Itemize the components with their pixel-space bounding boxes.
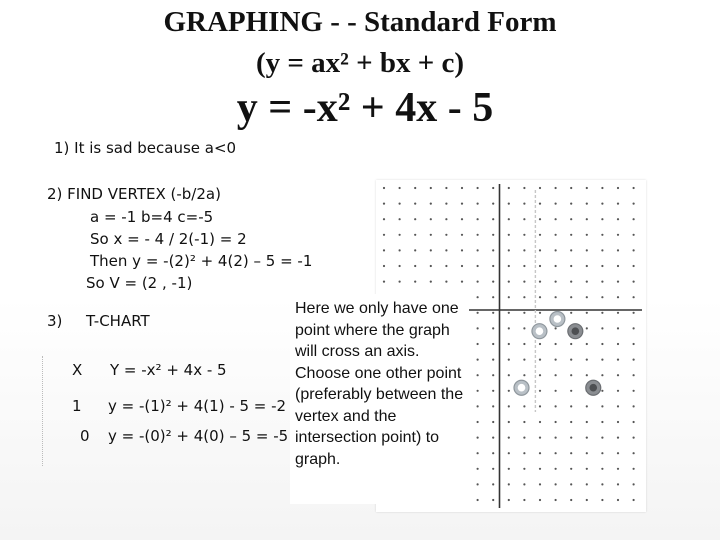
- grid-dot: [601, 281, 603, 283]
- grid-dot: [601, 312, 603, 314]
- grid-dot: [477, 343, 479, 345]
- grid-dot: [383, 218, 385, 220]
- grid-dot: [492, 296, 494, 298]
- grid-dot: [414, 203, 416, 205]
- grid-dot: [633, 468, 635, 470]
- grid-dot: [617, 483, 619, 485]
- grid-dot: [555, 468, 557, 470]
- grid-dot: [523, 218, 525, 220]
- grid-dot: [492, 452, 494, 454]
- grid-dot: [539, 265, 541, 267]
- grid-dot: [555, 452, 557, 454]
- grid-dot: [539, 468, 541, 470]
- grid-dot: [539, 452, 541, 454]
- grid-dot: [570, 249, 572, 251]
- grid-dot: [508, 452, 510, 454]
- grid-dot: [633, 405, 635, 407]
- grid-dot: [477, 312, 479, 314]
- grid-dot: [570, 437, 572, 439]
- grid-dot: [617, 499, 619, 501]
- grid-dot: [539, 405, 541, 407]
- grid-dot: [570, 452, 572, 454]
- grid-dot: [601, 468, 603, 470]
- grid-dot: [539, 437, 541, 439]
- grid-dot: [586, 374, 588, 376]
- grid-dot: [477, 437, 479, 439]
- grid-dot: [555, 390, 557, 392]
- grid-dot: [617, 234, 619, 236]
- grid-dot: [633, 452, 635, 454]
- grid-dot: [570, 359, 572, 361]
- grid-dot: [461, 187, 463, 189]
- grid-dot: [508, 187, 510, 189]
- grid-dot: [477, 327, 479, 329]
- grid-dot: [523, 327, 525, 329]
- grid-dot: [508, 296, 510, 298]
- grid-dot: [617, 281, 619, 283]
- grid-dot: [555, 296, 557, 298]
- grid-dot: [445, 249, 447, 251]
- grid-dot: [492, 187, 494, 189]
- grid-dot: [492, 312, 494, 314]
- grid-dot: [539, 281, 541, 283]
- grid-dot: [523, 296, 525, 298]
- step-2-heading: 2) FIND VERTEX (-b/2a): [47, 185, 221, 203]
- grid-dot: [477, 468, 479, 470]
- step-2-line-vertex: So V = (2 , -1): [86, 274, 193, 292]
- grid-dot: [477, 187, 479, 189]
- step-2-line-y: Then y = -(2)² + 4(2) – 5 = -1: [90, 252, 313, 270]
- grid-dot: [617, 218, 619, 220]
- grid-dot: [617, 187, 619, 189]
- grid-dot: [633, 203, 635, 205]
- grid-dot: [555, 203, 557, 205]
- grid-dot: [523, 405, 525, 407]
- grid-dot: [633, 499, 635, 501]
- grid-dot: [508, 483, 510, 485]
- grid-dot: [586, 249, 588, 251]
- grid-dot: [617, 327, 619, 329]
- grid-dot: [633, 312, 635, 314]
- plotted-point-center: [589, 384, 597, 392]
- grid-dot: [539, 374, 541, 376]
- grid-dot: [586, 437, 588, 439]
- grid-dot: [492, 483, 494, 485]
- grid-dot: [477, 405, 479, 407]
- grid-dot: [508, 327, 510, 329]
- grid-dot: [570, 390, 572, 392]
- grid-dot: [617, 343, 619, 345]
- grid-dot: [461, 249, 463, 251]
- t-chart-header-y: Y = -x² + 4x - 5: [110, 361, 227, 379]
- grid-dot: [445, 218, 447, 220]
- grid-dot: [555, 499, 557, 501]
- grid-dot: [383, 265, 385, 267]
- t-chart-header-x: X: [72, 361, 83, 379]
- grid-dot: [492, 327, 494, 329]
- grid-dot: [555, 265, 557, 267]
- grid-dot: [601, 359, 603, 361]
- grid-dot: [492, 437, 494, 439]
- grid-dot: [570, 234, 572, 236]
- grid-dot: [617, 405, 619, 407]
- grid-dot: [523, 452, 525, 454]
- grid-dot: [508, 499, 510, 501]
- grid-dot: [617, 296, 619, 298]
- grid-dot: [555, 327, 557, 329]
- grid-dot: [570, 296, 572, 298]
- grid-dot: [492, 343, 494, 345]
- grid-dot: [430, 187, 432, 189]
- grid-dot: [570, 374, 572, 376]
- grid-dot: [617, 249, 619, 251]
- grid-dot: [414, 249, 416, 251]
- grid-dot: [508, 218, 510, 220]
- grid-dot: [414, 281, 416, 283]
- grid-dot: [399, 187, 401, 189]
- grid-dot: [633, 249, 635, 251]
- grid-dot: [570, 281, 572, 283]
- grid-dot: [617, 421, 619, 423]
- grid-dot: [523, 249, 525, 251]
- grid-dot: [508, 312, 510, 314]
- step-2-line-x: So x = - 4 / 2(-1) = 2: [90, 230, 247, 248]
- grid-dot: [523, 437, 525, 439]
- grid-dot: [586, 343, 588, 345]
- grid-dot: [601, 234, 603, 236]
- grid-dot: [539, 421, 541, 423]
- grid-dot: [539, 483, 541, 485]
- grid-dot: [601, 437, 603, 439]
- grid-dot: [617, 203, 619, 205]
- grid-dot: [633, 437, 635, 439]
- grid-dot: [601, 374, 603, 376]
- grid-dot: [477, 218, 479, 220]
- grid-dot: [601, 390, 603, 392]
- grid-dot: [508, 359, 510, 361]
- grid-dot: [586, 312, 588, 314]
- grid-dot: [523, 343, 525, 345]
- grid-dot: [477, 499, 479, 501]
- grid-dot: [445, 187, 447, 189]
- grid-dot: [399, 281, 401, 283]
- grid-dot: [508, 421, 510, 423]
- grid-dot: [633, 343, 635, 345]
- t-chart-row-1-y: y = -(1)² + 4(1) - 5 = -2: [108, 397, 287, 415]
- grid-dot: [523, 312, 525, 314]
- grid-dot: [570, 483, 572, 485]
- grid-dot: [508, 281, 510, 283]
- grid-dot: [539, 499, 541, 501]
- grid-dot: [414, 265, 416, 267]
- grid-dot: [492, 359, 494, 361]
- grid-dot: [523, 203, 525, 205]
- grid-dot: [508, 249, 510, 251]
- grid-dot: [617, 312, 619, 314]
- grid-dot: [539, 203, 541, 205]
- grid-dot: [601, 405, 603, 407]
- grid-dot: [508, 343, 510, 345]
- grid-dot: [633, 390, 635, 392]
- grid-dot: [570, 312, 572, 314]
- t-chart-row-1-x: 1: [72, 397, 82, 415]
- grid-dot: [430, 281, 432, 283]
- grid-dot: [555, 343, 557, 345]
- grid-dot: [601, 499, 603, 501]
- grid-dot: [523, 359, 525, 361]
- grid-dot: [508, 234, 510, 236]
- step-1-text: 1) It is sad because a<0: [54, 139, 237, 157]
- grid-dot: [601, 483, 603, 485]
- grid-dot: [633, 374, 635, 376]
- grid-dot: [586, 421, 588, 423]
- grid-dot: [586, 327, 588, 329]
- grid-dot: [477, 390, 479, 392]
- grid-dot: [586, 265, 588, 267]
- grid-dot: [539, 218, 541, 220]
- grid-dot: [492, 390, 494, 392]
- grid-dot: [399, 203, 401, 205]
- step-3-number: 3): [47, 312, 63, 330]
- grid-dot: [555, 405, 557, 407]
- grid-dot: [414, 234, 416, 236]
- grid-dot: [601, 249, 603, 251]
- grid-dot: [430, 203, 432, 205]
- grid-dot: [445, 234, 447, 236]
- grid-dot: [492, 234, 494, 236]
- grid-dot: [586, 405, 588, 407]
- grid-dot: [555, 218, 557, 220]
- grid-dot: [461, 265, 463, 267]
- grid-dot: [555, 483, 557, 485]
- grid-dot: [399, 218, 401, 220]
- grid-dot: [570, 405, 572, 407]
- grid-dot: [523, 499, 525, 501]
- grid-dot: [570, 343, 572, 345]
- grid-dot: [492, 249, 494, 251]
- grid-dot: [617, 390, 619, 392]
- grid-dot: [492, 499, 494, 501]
- grid-dot: [539, 234, 541, 236]
- grid-dot: [492, 265, 494, 267]
- grid-dot: [633, 296, 635, 298]
- grid-dot: [399, 265, 401, 267]
- t-chart-label: T-CHART: [86, 312, 150, 330]
- grid-dot: [633, 359, 635, 361]
- grid-dot: [633, 483, 635, 485]
- grid-dot: [633, 218, 635, 220]
- grid-dot: [477, 296, 479, 298]
- plotted-point-center: [572, 327, 580, 335]
- plotted-point-center: [518, 384, 526, 392]
- grid-dot: [539, 296, 541, 298]
- grid-dot: [492, 281, 494, 283]
- grid-dot: [586, 359, 588, 361]
- grid-dot: [601, 218, 603, 220]
- grid-dot: [570, 218, 572, 220]
- slide-title-line-1: GRAPHING - - Standard Form: [163, 6, 557, 38]
- grid-dot: [477, 359, 479, 361]
- grid-dot: [508, 265, 510, 267]
- grid-dot: [523, 187, 525, 189]
- grid-dot: [523, 281, 525, 283]
- t-chart-row-2-y: y = -(0)² + 4(0) – 5 = -5: [108, 427, 289, 445]
- grid-dot: [523, 265, 525, 267]
- grid-dot: [508, 405, 510, 407]
- grid-dot: [539, 390, 541, 392]
- t-chart-row-2-x: 0: [80, 427, 90, 445]
- grid-dot: [617, 359, 619, 361]
- grid-dot: [508, 468, 510, 470]
- grid-dot: [633, 281, 635, 283]
- grid-dot: [633, 327, 635, 329]
- grid-dot: [555, 234, 557, 236]
- grid-dot: [477, 203, 479, 205]
- grid-dot: [461, 281, 463, 283]
- grid-dot: [586, 187, 588, 189]
- grid-dot: [492, 468, 494, 470]
- grid-dot: [539, 359, 541, 361]
- grid-dot: [523, 483, 525, 485]
- grid-dot: [477, 452, 479, 454]
- grid-dot: [570, 203, 572, 205]
- grid-dot: [414, 218, 416, 220]
- grid-dot: [586, 483, 588, 485]
- grid-dot: [445, 203, 447, 205]
- grid-dot: [461, 203, 463, 205]
- t-chart-divider: [42, 356, 43, 466]
- grid-dot: [633, 187, 635, 189]
- grid-dot: [617, 452, 619, 454]
- explanation-note: Here we only have one point where the graph will cross an axis. Choose one other point (preferably between the vertex and the intersection point) to graph.: [290, 294, 469, 504]
- grid-dot: [383, 249, 385, 251]
- grid-dot: [461, 234, 463, 236]
- equation-heading: y = -x² + 4x - 5: [236, 85, 494, 131]
- grid-dot: [383, 234, 385, 236]
- grid-dot: [570, 468, 572, 470]
- grid-dot: [477, 374, 479, 376]
- grid-dot: [492, 203, 494, 205]
- grid-dot: [633, 234, 635, 236]
- grid-dot: [492, 374, 494, 376]
- grid-dot: [555, 249, 557, 251]
- step-2-line-coefficients: a = -1 b=4 c=-5: [90, 208, 214, 226]
- grid-dot: [555, 374, 557, 376]
- grid-dot: [601, 296, 603, 298]
- grid-dot: [601, 452, 603, 454]
- grid-dot: [570, 499, 572, 501]
- grid-dot: [633, 265, 635, 267]
- grid-dot: [508, 437, 510, 439]
- grid-dot: [586, 203, 588, 205]
- grid-dot: [383, 281, 385, 283]
- grid-dot: [399, 249, 401, 251]
- grid-dot: [586, 218, 588, 220]
- grid-dot: [492, 405, 494, 407]
- grid-dot: [601, 187, 603, 189]
- grid-dot: [617, 374, 619, 376]
- grid-dot: [445, 265, 447, 267]
- grid-dot: [601, 327, 603, 329]
- grid-dot: [477, 265, 479, 267]
- grid-dot: [539, 312, 541, 314]
- grid-dot: [430, 249, 432, 251]
- grid-dot: [570, 187, 572, 189]
- grid-dot: [523, 374, 525, 376]
- grid-dot: [477, 234, 479, 236]
- grid-dot: [523, 234, 525, 236]
- grid-dot: [555, 437, 557, 439]
- grid-dot: [555, 187, 557, 189]
- grid-dot: [586, 499, 588, 501]
- grid-dot: [633, 421, 635, 423]
- grid-dot: [539, 187, 541, 189]
- grid-dot: [477, 483, 479, 485]
- grid-dot: [617, 468, 619, 470]
- grid-dot: [430, 265, 432, 267]
- grid-dot: [383, 187, 385, 189]
- grid-dot: [586, 234, 588, 236]
- grid-dot: [601, 343, 603, 345]
- grid-dot: [617, 437, 619, 439]
- grid-dot: [461, 218, 463, 220]
- grid-dot: [414, 187, 416, 189]
- grid-dot: [555, 281, 557, 283]
- grid-dot: [492, 218, 494, 220]
- grid-dot: [492, 421, 494, 423]
- grid-dot: [586, 452, 588, 454]
- grid-dot: [477, 421, 479, 423]
- grid-dot: [601, 265, 603, 267]
- grid-dot: [445, 281, 447, 283]
- grid-dot: [586, 296, 588, 298]
- grid-dot: [383, 203, 385, 205]
- grid-dot: [586, 281, 588, 283]
- grid-dot: [508, 374, 510, 376]
- grid-dot: [555, 421, 557, 423]
- grid-dot: [570, 265, 572, 267]
- grid-dot: [555, 359, 557, 361]
- plotted-point-center: [536, 327, 544, 335]
- grid-dot: [539, 343, 541, 345]
- grid-dot: [508, 203, 510, 205]
- grid-dot: [523, 468, 525, 470]
- plotted-point-center: [554, 315, 562, 323]
- grid-dot: [477, 281, 479, 283]
- grid-dot: [586, 468, 588, 470]
- grid-dot: [508, 390, 510, 392]
- grid-dot: [601, 421, 603, 423]
- grid-dot: [617, 265, 619, 267]
- grid-dot: [430, 234, 432, 236]
- grid-dot: [430, 218, 432, 220]
- grid-dot: [570, 421, 572, 423]
- grid-dot: [477, 249, 479, 251]
- slide-title-line-2: (y = ax² + bx + c): [255, 47, 465, 79]
- grid-dot: [601, 203, 603, 205]
- grid-dot: [523, 421, 525, 423]
- grid-dot: [399, 234, 401, 236]
- grid-dot: [539, 249, 541, 251]
